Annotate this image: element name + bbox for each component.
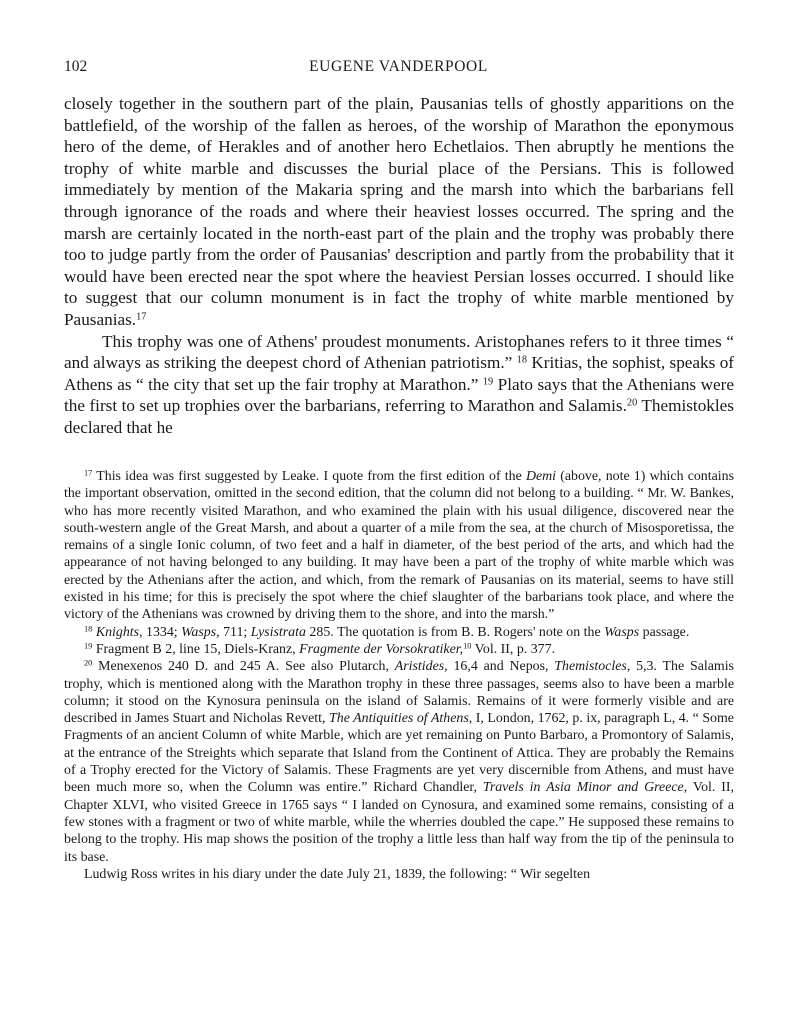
running-title: EUGENE VANDERPOOL — [309, 58, 488, 75]
footnote-17 — [64, 468, 734, 624]
footnote-text: 711; — [223, 624, 248, 640]
paragraph-2-text-a: This trophy was one of Athens' proudest monuments. Aristophanes refers to it three times “ and always as striking the deepest chord of Athenian patriotism.” — [64, 331, 734, 373]
footnote-italic: Themistocles, — [554, 659, 631, 675]
footnote-number: 17 — [84, 468, 93, 478]
footnote-text: Vol. II, p. 377. — [474, 641, 556, 657]
footnote-text: I, London, 1762, p. ix, paragraph L, 4. “ Some Fragments of an ancient Column of white Marble, which are yet remaining on Punto Barbaro, a Promontory of Salamis, at the entrance of the Streights which separate that Island from the Continent of Attica. They are probably the Remains of a Trophy erected for the Victory of Salamis. These Fragments are yet very discernible from Athens, and must have been much more so, when the Column was entire.” Richard Chandler, — [64, 711, 734, 796]
paragraph-2 — [64, 331, 734, 439]
footnote-text: (above, note 1) which contains the important observation, omitted in the second edition, that the column did not belong to a building. “ Mr. W. Bankes, who has more recently visited Marathon, and who examined the plain with his usual diligence, discovered near the south-western angle of the Great Marsh, and about a quarter of a mile from the sea, at the church of Misosporetissa, the remains of a single Ionic column, of two feet and a half in diameter, of the best period of the arts, and which had the appearance of not having belonged to any building. It may have been a part of the trophy of white marble which was erected by the Athenians after the action, and which, from the remark of Pausanias on its material, seems to have still existed in his time; for this is precisely the spot where the chief slaughter of the barbarians took place, and where the victory of the Athenians was crowned by driving them to the shore, and into the marsh.” — [64, 469, 734, 623]
footnote-italic: Wasps, — [181, 624, 220, 640]
footnote-text: 16,4 and Nepos, — [453, 659, 549, 675]
footnote-20-continuation — [64, 866, 734, 883]
footnote-ref-17: 17 — [136, 311, 147, 323]
footnote-italic: Aristides, — [394, 659, 448, 675]
main-text — [64, 93, 734, 439]
paragraph-1 — [64, 93, 734, 331]
footnote-italic: Demi — [525, 469, 557, 484]
footnote-italic: Wasps — [604, 624, 640, 640]
footnotes — [64, 468, 734, 883]
footnote-19 — [64, 641, 734, 658]
paragraph-1-text: closely together in the southern part of the plain, Pausanias tells of ghostly apparitions on the battlefield, of the worship of the fallen as heroes, of the worship of Marathon the eponymous hero of the deme, of Herakles and of another hero Echetlaios. Then abruptly he mentions the trophy of white marble and discusses the burial place of the Persians. This is followed immediately by mention of the Makaria spring and the marsh into which the barbarians fell through ignorance of the roads and where their heaviest losses occurred. The spring and the marsh are certainly located in the north-east part of the plain and the trophy was probably there too to judge partly from the order of Pausanias' description and partly from the probability that it would have been erected near the spot where the heaviest Persian losses occurred. I should like to suggest that our column monument is in fact the trophy of white marble mentioned by Pausanias. — [64, 94, 734, 329]
edition-superscript: 10 — [463, 641, 472, 651]
footnote-italic: Travels in Asia Minor and Greece, — [482, 780, 688, 796]
footnote-italic: Knights, — [95, 624, 143, 640]
footnote-text: This idea was first suggested by Leake. I quote from the first edition of the — [96, 469, 522, 484]
footnote-number: 20 — [84, 658, 93, 668]
footnote-text: Menexenos 240 D. and 245 A. See also Plutarch, — [98, 659, 389, 675]
footnote-ref-18: 18 — [516, 354, 527, 366]
paragraph-2-text-b: Kritias, the sophist, speaks of Athens as “ the city that set up the fair trophy at Marathon.” — [64, 353, 735, 394]
footnote-number: 19 — [84, 641, 93, 651]
footnote-text: 285. The quotation is from B. B. Rogers' note on the — [309, 624, 601, 640]
footnote-text: passage. — [642, 624, 690, 640]
footnote-number: 18 — [84, 624, 93, 634]
footnote-text: 1334; — [146, 624, 178, 640]
footnote-text: Fragment B 2, line 15, Diels-Kranz, — [95, 641, 296, 657]
running-header — [64, 58, 733, 80]
footnote-ref-20: 20 — [626, 397, 638, 409]
footnote-italic: Fragmente der Vorsokratiker, — [299, 641, 464, 657]
footnote-italic: The Antiquities of Athens, — [329, 711, 473, 727]
footnote-text: 5,3. The Salamis trophy, which is mentioned along with the Marathon trophy in these three passages, seems also to have been a marble column; it stood on the Kynosura peninsula on the island of Salamis. Remains of it were formerly visible and are described in James Stuart and Nicholas Revett, — [64, 659, 734, 727]
footnote-italic: Lysistrata — [250, 624, 306, 640]
footnote-18 — [64, 624, 734, 641]
footnote-ref-19: 19 — [482, 376, 494, 388]
footnote-text: Ludwig Ross writes in his diary under the date July 21, 1839, the following: “ Wir segelten — [84, 866, 591, 882]
page-number: 102 — [64, 58, 88, 75]
footnote-20 — [64, 658, 734, 866]
footnote-text: Vol. II, Chapter XLVI, who visited Greece in 1765 says “ I landed on Cynosura, and examined some remains, consisting of a few stones with a fragment or two of white marble, while the wherries doubled the cape.” He supposed these remains to belong to the trophy. His map shows the position of the trophy a little less than half way from the tip of the peninsula to its base. — [64, 780, 734, 865]
paragraph-2-text-c: Plato says that the Athenians were the first to set up trophies over the barbarians, referring to Marathon and Salamis. — [64, 374, 734, 416]
paragraph-2-text-d: Themistokles declared that he — [64, 396, 734, 437]
